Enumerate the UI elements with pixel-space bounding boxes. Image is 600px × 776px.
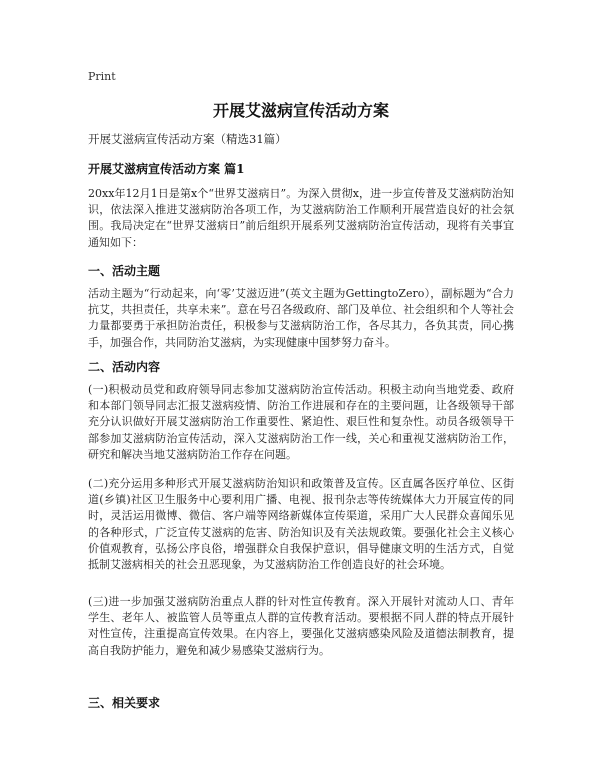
section-heading-content: 二、活动内容 <box>88 360 161 374</box>
section-heading-theme: 一、活动主题 <box>88 264 161 278</box>
content-paragraph-2: (二)充分运用多种形式开展艾滋病防治知识和政策普及宣传。区直属各医疗单位、区街道(乡镇)社区卫生服务中心要利用广播、电视、报刊杂志等传统媒体大力开展宣传的同时，灵活运用微博、微信、客户端等网络新媒体宣传渠道，采用广大人民群众喜闻乐见的各种形式，广泛宣传艾滋病的危害、防治知识及有关法规政策。要强化社会主义核心价值观教育，弘扬公序良俗，增强群众自我保护意识，倡导健康文明的生活方式，自觉抵制艾滋病相关的社会丑恶现象，为艾滋病防治工作创造良好的社会环境。 <box>88 477 514 572</box>
content-paragraph-1: (一)积极动员党和政府领导同志参加艾滋病防治宣传活动。积极主动向当地党委、政府和本部门领导同志汇报艾滋病疫情、防治工作进展和存在的主要问题，让各级领导干部充分认识做好开展艾滋病防治工作重要性、紧迫性、艰巨性和复杂性。动员各级领导干部参加艾滋病防治宣传活动，深入艾滋病防治工作一线，关心和重视艾滋病防治工作，研究和解决当地艾滋病防治工作存在问题。 <box>88 383 514 461</box>
intro-paragraph: 20xx年12月1日是第x个“世界艾滋病日”。为深入贯彻x，进一步宣传普及艾滋病防治知识，依法深入推进艾滋病防治各项工作，为艾滋病防治工作顺利开展营造良好的社会氛围。我局决定在“世界艾滋病日”前后组织开展系列艾滋病防治宣传活动，现将有关事宜通知如下： <box>88 187 514 249</box>
print-link[interactable]: Print <box>88 70 116 83</box>
content-paragraph-3: (三)进一步加强艾滋病防治重点人群的针对性宣传教育。深入开展针对流动人口、青年学生、老年人、被监管人员等重点人群的宣传教育活动。要根据不同人群的特点开展针对性宣传，注重提高宣传效果。在内容上，要强化艾滋病感染风险及道德法制教育，提高自我防护能力，避免和减少易感染艾滋病行为。 <box>88 595 514 657</box>
page-title: 开展艾滋病宣传活动方案 <box>212 101 389 120</box>
theme-paragraph: 活动主题为“行动起来，向‘零’艾滋迈进”(英文主题为GettingtoZero），副标题为“合力抗艾，共担责任，共享未来”。意在号召各级政府、部门及单位、社会组织和个人等社会力量都要勇于承担防治责任，积极参与艾滋病防治工作，各尽其力，各负其责，同心携手，加强合作，共同防治艾滋病，为实现健康中国梦努力奋斗。 <box>88 287 514 349</box>
document-subtitle: 开展艾滋病宣传活动方案（精选31篇） <box>88 132 287 146</box>
section-heading-requirements: 三、相关要求 <box>88 696 161 710</box>
chapter-heading: 开展艾滋病宣传活动方案 篇1 <box>88 162 245 176</box>
